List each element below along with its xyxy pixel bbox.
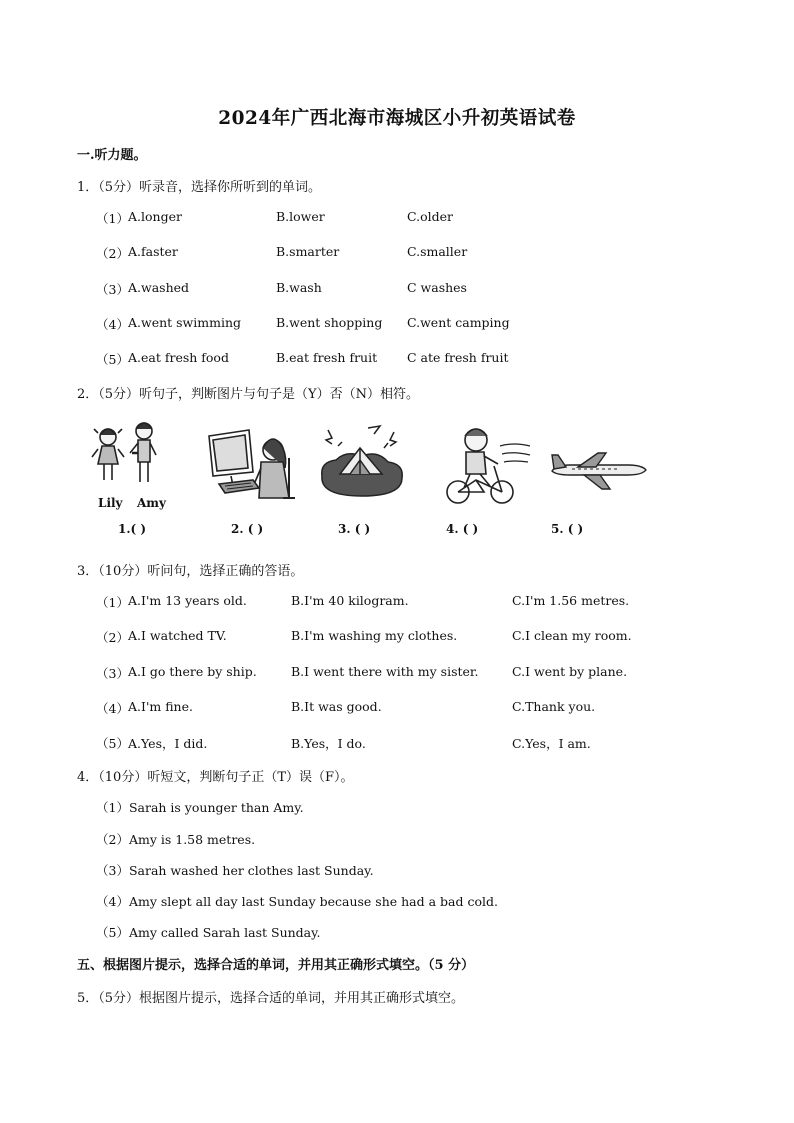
q3-row-1-option-b: B.I'm 40 kilogram.	[291, 593, 409, 608]
name-lily: Lily	[98, 496, 123, 510]
q3-row-5-option-c: C.Yes，I am.	[512, 736, 591, 751]
q4-item-4: （4）Amy slept all day last Sunday because she had a bad cold.	[96, 894, 498, 909]
computer-girl-picture	[205, 428, 300, 503]
tent-camping-picture	[318, 424, 408, 502]
q3-row-4-option-a: A.I'm fine.	[128, 699, 193, 714]
q1-row-2-number: （2）	[96, 246, 129, 261]
q1-row-2-option-b: B.smarter	[276, 244, 340, 259]
q1-row-3-option-a: A.washed	[128, 280, 190, 295]
q3-row-3-option-a: A.I go there by ship.	[128, 664, 257, 679]
q4-item-1: （1）Sarah is younger than Amy.	[96, 800, 304, 815]
q4-item-5: （5）Amy called Sarah last Sunday.	[96, 925, 321, 940]
pic-4-answer-label[interactable]: 4. ( )	[446, 522, 479, 536]
q2-stem: 2．（5分）听句子，判断图片与句子是（Y）否（N）相符。	[77, 387, 419, 402]
q3-row-4-option-b: B.It was good.	[291, 699, 382, 714]
q4-item-3: （3）Sarah washed her clothes last Sunday.	[96, 863, 374, 878]
page-title: 2024年广西北海市海城区小升初英语试卷	[218, 108, 576, 129]
q3-row-2-number: （2）	[96, 630, 129, 645]
q3-row-5-number: （5）	[96, 736, 129, 751]
q1-row-4-option-a: A.went swimming	[128, 315, 242, 330]
q4-stem: 4．（10分）听短文，判断句子正（T）误（F）。	[77, 770, 354, 785]
q1-stem: 1．（5分）听录音，选择你所听到的单词。	[77, 180, 322, 195]
q3-row-5-option-a: A.Yes，I did.	[128, 736, 208, 751]
airplane-picture	[548, 447, 648, 493]
girls-picture	[92, 415, 172, 495]
q3-row-1-option-a: A.I'm 13 years old.	[128, 593, 247, 608]
q3-row-4-number: （4）	[96, 701, 129, 716]
section-five-heading: 五、根据图片提示，选择合适的单词，并用其正确形式填空。（5 分）	[77, 958, 475, 973]
pic-1-answer-label[interactable]: 1.( )	[118, 522, 147, 536]
name-amy: Amy	[137, 496, 166, 510]
q3-row-1-number: （1）	[96, 595, 129, 610]
q1-row-1-number: （1）	[96, 211, 129, 226]
pic-2-answer-label[interactable]: 2. ( )	[231, 522, 264, 536]
q3-row-3-option-c: C.I went by plane.	[512, 664, 628, 679]
q3-row-2-option-c: C.I clean my room.	[512, 628, 632, 643]
q3-stem: 3．（10分）听问句，选择正确的答语。	[77, 564, 304, 579]
q1-row-4-option-b: B.went shopping	[276, 315, 383, 330]
q4-item-2: （2）Amy is 1.58 metres.	[96, 832, 256, 847]
q3-row-3-option-b: B.I went there with my sister.	[291, 664, 479, 679]
q1-row-4-number: （4）	[96, 317, 129, 332]
boy-bicycle-picture	[444, 426, 534, 510]
q1-row-1-option-b: B.lower	[276, 209, 325, 224]
q3-row-2-option-b: B.I'm washing my clothes.	[291, 628, 458, 643]
section-listening-heading: 一.听力题。	[77, 148, 147, 163]
q3-row-2-option-a: A.I watched TV.	[128, 628, 227, 643]
q1-row-2-option-c: C.smaller	[407, 244, 468, 259]
q3-row-5-option-b: B.Yes，I do.	[291, 736, 366, 751]
q1-row-3-number: （3）	[96, 282, 129, 297]
q1-row-3-option-b: B.wash	[276, 280, 322, 295]
pic-5-answer-label[interactable]: 5. ( )	[551, 522, 584, 536]
q1-row-1-option-c: C.older	[407, 209, 453, 224]
q3-row-4-option-c: C.Thank you.	[512, 699, 596, 714]
pic-3-answer-label[interactable]: 3. ( )	[338, 522, 371, 536]
q1-row-3-option-c: C washes	[407, 280, 467, 295]
q1-row-5-option-a: A.eat fresh food	[128, 350, 229, 365]
q5-stem: 5．（5分）根据图片提示，选择合适的单词，并用其正确形式填空。	[77, 991, 465, 1006]
q1-row-5-option-c: C ate fresh fruit	[407, 350, 509, 365]
q1-row-2-option-a: A.faster	[128, 244, 178, 259]
q1-row-5-option-b: B.eat fresh fruit	[276, 350, 378, 365]
q1-row-1-option-a: A.longer	[128, 209, 182, 224]
q1-row-4-option-c: C.went camping	[407, 315, 510, 330]
q3-row-1-option-c: C.I'm 1.56 metres.	[512, 593, 630, 608]
q3-row-3-number: （3）	[96, 666, 129, 681]
q1-row-5-number: （5）	[96, 352, 129, 367]
